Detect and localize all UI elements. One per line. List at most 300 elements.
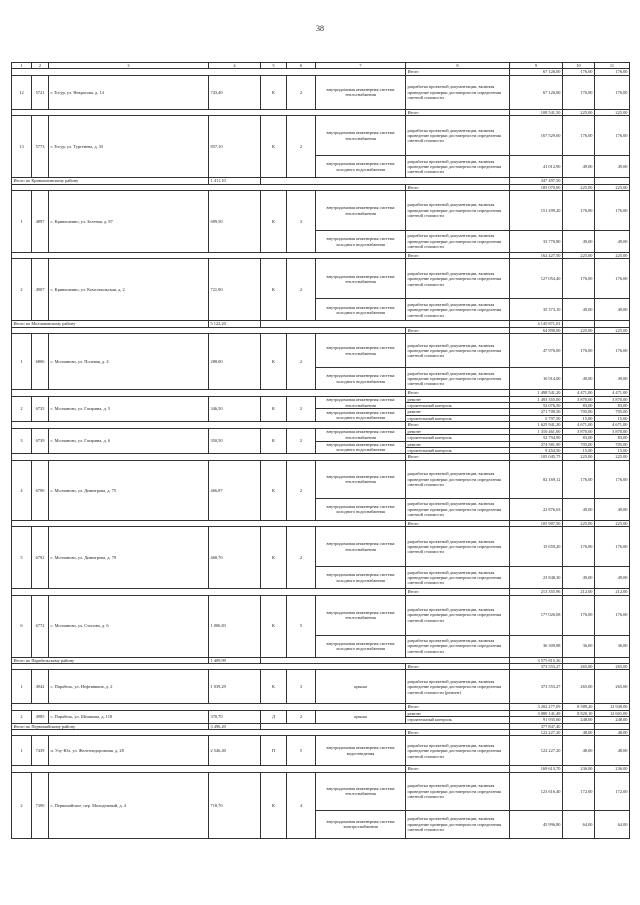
house-code: 5773 [32,116,49,178]
house-category: К [261,259,287,321]
total-unit-price: 176,00 [563,69,595,75]
max-unit-price: 705,00 [595,441,630,447]
row-number: 2 [12,259,32,321]
row-number: 6 [12,595,32,657]
house-area: 689,50 [209,191,261,253]
max-unit-price: 176,00 [595,259,630,299]
house-code: 4907 [32,259,49,321]
work-type: разработка проектной документации, включая проведение проверки достоверности определения сметной стоимости [406,772,510,810]
house-code: 6790 [32,460,49,520]
district-area: 5 122,20 [209,321,261,327]
house-code: 6735 [32,396,49,422]
engineering-system: крыша [316,670,406,704]
total-max-price: 225,00 [595,253,630,259]
total-unit-price: 225,00 [563,109,595,115]
max-unit-price: 49,00 [595,498,630,520]
floor-count: 2 [287,116,316,178]
house-code: 4985 [32,710,49,723]
work-type: строительный контроль [406,435,510,441]
house-category: К [261,428,287,454]
total-amount: 64 890,00 [510,327,563,333]
district-area: 3 496,20 [209,723,261,729]
unit-price: 176,00 [563,259,595,299]
engineering-system: внутридомовая инженерная система холодного водоснабжения [316,409,406,422]
engineering-system: крыша [316,710,406,723]
table-row [12,116,630,156]
house-address: с. Кривошеино, ул. Зеленая, д. 87 [49,191,209,253]
house-area: 466,87 [209,460,261,520]
house-category: К [261,772,287,838]
work-amount: 123 616,40 [510,772,563,810]
engineering-system: внутридомовая инженерная система теплоснабжения [316,191,406,231]
engineering-system: внутридомовая инженерная система холодного водоснабжения [316,368,406,390]
work-amount: 45 996,80 [510,810,563,838]
total-max-price: 225,00 [595,520,630,526]
total-label-text: Итого [407,327,419,333]
capital-repair-register-table [11,62,630,839]
work-amount: 36 309,88 [510,635,563,657]
max-unit-price: 176,00 [595,334,630,368]
house-area: 288,00 [209,334,261,390]
table-row [12,428,630,434]
unit-price: 176,00 [563,334,595,368]
row-number: 13 [12,116,32,178]
table-row [12,396,630,402]
page-number: 38 [316,24,324,33]
engineering-system: внутридомовая инженерная система холодного водоснабжения [316,231,406,253]
house-category: К [261,116,287,178]
total-max-price: 212,00 [595,589,630,595]
row-number: 2 [12,772,32,838]
work-amount: 122 227,20 [510,736,563,766]
row-number: 3 [12,428,32,454]
max-unit-price: 48,00 [595,736,630,766]
work-type: ремонт [406,396,510,402]
unit-price: 265,00 [563,670,595,704]
house-address: с. Парабель, ул. Шишкова, д. 118 [49,710,209,723]
house-code: 4942 [32,670,49,704]
house-area: 718,70 [209,772,261,838]
column-header: 4 [209,63,261,69]
max-unit-price: 176,00 [595,527,630,567]
max-unit-price: 83,00 [595,403,630,409]
row-number: 1 [12,736,32,766]
house-code: 6739 [32,428,49,454]
work-type: ремонт [406,710,510,716]
work-type: разработка проектной документации, включая проведение проверки достоверности определения сметной стоимости [406,368,510,390]
max-unit-price: 248,00 [595,717,630,723]
total-unit-price: 212,00 [563,589,595,595]
column-header: 1 [12,63,32,69]
max-unit-price: 705,00 [595,409,630,415]
unit-price: 176,00 [563,527,595,567]
table-row [12,334,630,368]
total-amount: 122 227,20 [510,729,563,735]
work-type: разработка проектной документации, включая проведение проверки достоверности определения сметной стоимости [406,567,510,589]
unit-price: 176,00 [563,191,595,231]
total-max-price: 4 471,00 [595,390,630,396]
engineering-system: внутридомовая инженерная система электроснабжения [316,810,406,838]
house-category: К [261,75,287,109]
district-label: Итого по Парабельскому району [12,657,209,663]
unit-price: 49,00 [563,231,595,253]
work-amount: 33 770,80 [510,231,563,253]
row-number: 12 [12,75,32,109]
work-amount: 274 581,90 [510,441,563,447]
max-unit-price: 49,00 [595,231,630,253]
column-header: 8 [406,63,510,69]
total-max-price: 48,00 [595,729,630,735]
house-category: Д [261,710,287,723]
floor-count: 2 [287,710,316,723]
unit-price: 3 870,00 [563,428,595,434]
max-unit-price: 176,00 [595,116,630,156]
max-unit-price: 15,00 [595,415,630,421]
district-area: 1 409,99 [209,657,261,663]
unit-price: 172,00 [563,772,595,810]
row-number: 2 [12,396,32,422]
unit-price: 3 870,00 [563,396,595,402]
total-amount: 1 498 541,20 [510,390,563,396]
work-type: разработка проектной документации, включая проведение проверки достоверности определения сметной стоимости [406,595,510,635]
district-label: Итого по Молчановскому району [12,321,209,327]
table-row [12,75,630,109]
total-max-price: 225,00 [595,327,630,333]
engineering-system: внутридомовая инженерная система теплоснабжения [316,595,406,635]
work-type: разработка проектной документации, включая проведение проверки достоверности определения сметной стоимости (ремонт) [406,670,510,704]
max-unit-price: 176,00 [595,595,630,635]
house-code: 4897 [32,191,49,253]
engineering-system: внутридомовая инженерная система теплоснабжения [316,334,406,368]
work-type: разработка проектной документации, включая проведение проверки достоверности определения сметной стоимости [406,498,510,520]
total-label-text: Итого [407,253,419,259]
house-area: 2 546,40 [209,736,261,766]
work-type: разработка проектной документации, включая проведение проверки достоверности определения сметной стоимости [406,191,510,231]
total-max-price: 4 671,00 [595,422,630,428]
unit-price: 49,00 [563,299,595,321]
row-number: 5 [12,527,32,589]
engineering-system: внутридомовая инженерная система холодного водоснабжения [316,635,406,657]
total-unit-price: 48,00 [563,729,595,735]
table-row [12,191,630,231]
unit-price: 49,00 [563,368,595,390]
work-type: строительный контроль [406,403,510,409]
unit-price: 176,00 [563,595,595,635]
total-label-text: Итого [407,184,419,190]
house-address: п. Улу-Юл, ул. Железнодорожная, д. 28 [49,736,209,766]
work-amount: 1 310 461,00 [510,428,563,434]
total-label-text: Итого [407,663,419,669]
district-label: Итого по Первомайскому району [12,723,209,729]
house-area: 857,10 [209,116,261,178]
work-type: строительный контроль [406,415,510,421]
house-address: г. Тогур, ул. Тургенева, д. 35 [49,116,209,178]
table-row [12,527,630,567]
max-unit-price: 83,00 [595,435,630,441]
house-area: 743,40 [209,75,261,109]
work-type: ремонт [406,441,510,447]
house-category: К [261,191,287,253]
work-type: разработка проектной документации, включая проведение проверки достоверности определения сметной стоимости [406,259,510,299]
engineering-system: внутридомовая инженерная система теплоснабжения [316,460,406,498]
total-unit-price: 236,00 [563,766,595,772]
engineering-system: внутридомовая инженерная система холодного водоснабжения [316,299,406,321]
max-unit-price: 176,00 [595,191,630,231]
house-category: К [261,527,287,589]
work-amount: 47 976,00 [510,334,563,368]
max-unit-price: 36,00 [595,635,630,657]
table-row [12,772,630,810]
unit-price: 49,00 [563,498,595,520]
total-label-text: Итого [407,454,419,460]
house-area: 1 006,83 [209,595,261,657]
max-unit-price: 49,00 [595,567,630,589]
house-address: с. Молчаново, ул. Димитрова, д. 79 [49,527,209,589]
table-row [12,460,630,498]
max-unit-price: 176,00 [595,75,630,109]
district-amount: 3 575 815,36 [510,657,563,663]
work-amount: 15 659,20 [510,527,563,567]
house-category: П [261,736,287,766]
work-amount: 35 373,10 [510,299,563,321]
max-unit-price: 176,00 [595,460,630,498]
total-label-text: Итого [407,766,419,772]
unit-price: 83,00 [563,403,595,409]
total-amount: 169 613,70 [510,766,563,772]
house-address: с. Молчаново, ул. Гагарина, д. 5 [49,396,209,422]
engineering-system: внутридомовая инженерная система теплоснабжения [316,527,406,567]
work-amount: 16 914,00 [510,368,563,390]
floor-count: 2 [287,527,316,589]
total-max-price: 236,00 [595,766,630,772]
total-unit-price: 4 471,00 [563,390,595,396]
house-address: с. Кривошеино, ул. Комсомольская, д. 2 [49,259,209,321]
work-amount: 271 709,50 [510,409,563,415]
total-unit-price: 225,00 [563,520,595,526]
house-area: 370,70 [209,710,261,723]
max-unit-price: 49,00 [595,156,630,178]
table-row [12,595,630,635]
work-amount: 167 529,60 [510,116,563,156]
house-address: с. Парабель, ул. Нефтяников, д. 2 [49,670,209,704]
table-row [12,670,630,704]
work-type: ремонт [406,409,510,415]
column-header: 11 [595,63,630,69]
total-amount: 67 126,00 [510,69,563,75]
unit-price: 8 820,10 [563,710,595,716]
house-category: К [261,595,287,657]
work-amount: 52 794,90 [510,435,563,441]
work-amount: 1 493 355,00 [510,396,563,402]
max-unit-price: 49,00 [595,368,630,390]
total-label-text: Итого [407,69,419,75]
column-header: 10 [563,63,595,69]
total-unit-price: 265,00 [563,663,595,669]
table-body [12,63,630,839]
house-category: К [261,396,287,422]
total-unit-price: 225,00 [563,184,595,190]
total-unit-price: 4 671,00 [563,422,595,428]
work-amount: 23 848,30 [510,567,563,589]
house-address: с. Молчаново, ул. Стопова, д. 6 [49,595,209,657]
total-amount: 213 355,96 [510,589,563,595]
floor-count: 5 [287,736,316,766]
district-label: Итого по Кривошеинскому району [12,178,209,184]
column-header: 7 [316,63,406,69]
engineering-system: внутридомовая инженерная система теплоснабжения [316,396,406,409]
total-label-text: Итого [407,704,419,710]
work-amount: 9 454,50 [510,447,563,453]
total-max-price: 225,00 [595,184,630,190]
unit-price: 48,00 [563,736,595,766]
total-amount: 105 045,75 [510,454,563,460]
work-type: разработка проектной документации, включая проведение проверки достоверности определения сметной стоимости [406,156,510,178]
work-amount: 41 012,90 [510,156,563,178]
column-header: 5 [261,63,287,69]
engineering-system: внутридомовая инженерная система теплоснабжения [316,116,406,156]
work-type: разработка проектной документации, включая проведение проверки достоверности определения сметной стоимости [406,231,510,253]
max-unit-price: 15,00 [595,447,630,453]
house-code: 6772 [32,595,49,657]
work-type: разработка проектной документации, включая проведение проверки достоверности определения сметной стоимости [406,527,510,567]
unit-price: 176,00 [563,116,595,156]
total-amount: 373 553,27 [510,663,563,669]
total-max-price: 225,00 [595,109,630,115]
house-category: К [261,334,287,390]
work-amount: 52 076,50 [510,403,563,409]
total-max-price: 225,00 [595,454,630,460]
work-amount: 127 054,40 [510,259,563,299]
column-header: 9 [510,63,563,69]
total-unit-price: 225,00 [563,253,595,259]
house-address: с. Молчаново, ул. Гагарина, д. 6 [49,428,209,454]
work-amount: 22 876,63 [510,498,563,520]
district-area: 1 411,10 [209,178,261,184]
work-amount: 82 169,12 [510,460,563,498]
unit-price: 705,00 [563,441,595,447]
row-number: 1 [12,334,32,390]
unit-price: 15,00 [563,415,595,421]
work-amount: 373 553,27 [510,670,563,704]
house-address: с. Первомайское, пер. Молодежный, д. 4 [49,772,209,838]
total-label-text: Итого [407,422,419,428]
work-type: ремонт [406,428,510,434]
house-code: 7439 [32,736,49,766]
total-unit-price: 225,00 [563,454,595,460]
house-category: К [261,670,287,704]
unit-price: 49,00 [563,156,595,178]
unit-price: 64,00 [563,810,595,838]
work-amount: 151 299,20 [510,191,563,231]
unit-price: 248,00 [563,717,595,723]
floor-count: 3 [287,670,316,704]
work-type: разработка проектной документации, включая проведение проверки достоверности определения сметной стоимости [406,635,510,657]
unit-price: 83,00 [563,435,595,441]
total-unit-price: 8 589,20 [563,704,595,710]
floor-count: 2 [287,334,316,390]
max-unit-price: 3 870,00 [595,428,630,434]
work-amount: 177 026,08 [510,595,563,635]
house-address: с. Молчаново, ул. Димитрова, д. 75 [49,460,209,520]
engineering-system: внутридомовая инженерная система водоотведения [316,736,406,766]
floor-count: 2 [287,428,316,454]
max-unit-price: 3 870,00 [595,396,630,402]
row-number: 4 [12,460,32,520]
house-code: 6792 [32,527,49,589]
house-code: 6806 [32,334,49,390]
work-type: разработка проектной документации, включая проведение проверки достоверности определения сметной стоимости [406,736,510,766]
row-number: 1 [12,670,32,704]
engineering-system: внутридомовая инженерная система холодного водоснабжения [316,156,406,178]
work-type: строительный контроль [406,717,510,723]
total-amount: 162 427,50 [510,253,563,259]
engineering-system: внутридомовая инженерная система холодного водоснабжения [316,567,406,589]
district-amount: 377 847,40 [510,723,563,729]
max-unit-price: 265,00 [595,670,630,704]
total-label-text: Итого [407,520,419,526]
house-code: 5721 [32,75,49,109]
engineering-system: внутридомовая инженерная система холодного водоснабжения [316,441,406,454]
total-max-price: 265,00 [595,663,630,669]
column-header: 3 [49,63,209,69]
total-amount: 185 070,00 [510,184,563,190]
work-type: разработка проектной документации, включая проведение проверки достоверности определения сметной стоимости [406,810,510,838]
column-header: 6 [287,63,316,69]
total-amount: 3 202 277,09 [510,704,563,710]
engineering-system: внутридомовая инженерная система теплоснабжения [316,772,406,810]
work-amount: 67 126,00 [510,75,563,109]
floor-count: 2 [287,396,316,422]
floor-count: 3 [287,191,316,253]
floor-count: 2 [287,460,316,520]
unit-price: 176,00 [563,75,595,109]
floor-count: 4 [287,772,316,838]
house-area: 346,50 [209,396,261,422]
house-address: г. Тогур, ул. Некрасова, д. 14 [49,75,209,109]
floor-count: 2 [287,75,316,109]
district-amount: 4 145 871,01 [510,321,563,327]
house-area: 721,90 [209,259,261,321]
work-type: разработка проектной документации, включая проведение проверки достоверности определения сметной стоимости [406,75,510,109]
unit-price: 705,00 [563,409,595,415]
total-label-text: Итого [407,109,419,115]
work-type: разработка проектной документации, включая проведение проверки достоверности определения сметной стоимости [406,116,510,156]
engineering-system: внутридомовая инженерная система теплоснабжения [316,259,406,299]
total-unit-price: 225,00 [563,327,595,333]
table-row [12,736,630,766]
work-type: разработка проектной документации, включая проведение проверки достоверности определения сметной стоимости [406,334,510,368]
work-type: разработка проектной документации, включая проведение проверки достоверности определения сметной стоимости [406,460,510,498]
unit-price: 49,00 [563,567,595,589]
house-code: 7390 [32,772,49,838]
total-max-price: 12 949,00 [595,704,630,710]
floor-count: 2 [287,259,316,321]
unit-price: 15,00 [563,447,595,453]
unit-price: 36,00 [563,635,595,657]
house-area: 1 039,29 [209,670,261,704]
max-unit-price: 12 601,00 [595,710,630,716]
row-number: 1 [12,191,32,253]
house-category: К [261,460,287,520]
house-area: 350,50 [209,428,261,454]
row-number: 2 [12,710,32,723]
engineering-system: внутридомовая инженерная система холодного водоснабжения [316,498,406,520]
floor-count: 5 [287,595,316,657]
engineering-system: внутридомовая инженерная система теплоснабжения [316,75,406,109]
house-address: с. Молчаново, ул. Полевая, д. 4 [49,334,209,390]
work-amount: 5 797,50 [510,415,563,421]
work-amount: 91 935,60 [510,717,563,723]
